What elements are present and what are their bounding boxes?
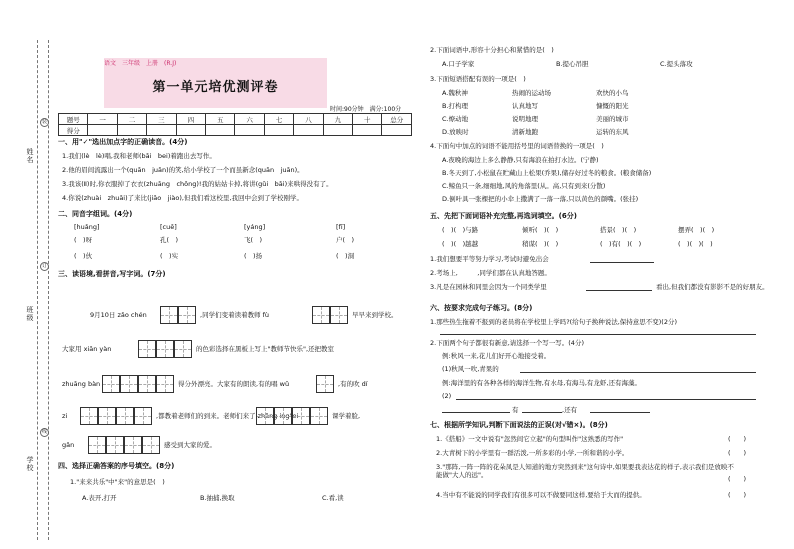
s2-pinyin: [yáng] [244, 223, 266, 231]
score-cell: 九 [323, 114, 352, 125]
s1-question: 4.你说(zhuài zhuāi)了来比(jiāo jiào),但我们看这校里,我回中会到了学校刚学。 [62, 194, 304, 202]
s4-question: 3.下面短语搭配有误的一项是( ) [430, 75, 526, 83]
s4-option[interactable]: A.夜晚的海边上多么静静,只有海浪在拍打水边。(宁静) [442, 156, 599, 164]
s7-statement: 1.《搭船》一文中说有"忽然间它立起"的句型叫作"这熟悉的写作" [436, 435, 624, 443]
s6-example: ,还有 [562, 406, 578, 414]
s4-option-cell: 运转的东风 [596, 128, 629, 136]
writing-box[interactable] [174, 340, 192, 358]
section-7-heading: 七、根据所学知识,判断下面说法的正误(对√错×)。(8分) [430, 421, 608, 429]
margin-class-label: 班级 [26, 306, 34, 322]
s2-blank[interactable]: 孔( ) [160, 236, 179, 244]
s5-blank[interactable]: 搭景( )( ) [600, 226, 637, 234]
s6-example: 有 [512, 406, 519, 414]
score-cell: 三 [147, 114, 176, 125]
score-input-cell[interactable] [264, 125, 293, 136]
s3-text: 早早来到学校。 [352, 311, 398, 319]
s3-text: ,同学们变着读着教师 fù [200, 311, 270, 319]
s2-blank[interactable]: 户( ) [336, 236, 355, 244]
writing-box[interactable] [160, 306, 178, 324]
score-cell: 二 [117, 114, 146, 125]
s4-option[interactable]: C.看,读 [322, 494, 344, 502]
s4-option-cell: 说明地理 [512, 115, 538, 123]
writing-box[interactable] [102, 375, 120, 393]
score-cell: 一 [88, 114, 117, 125]
writing-box[interactable] [310, 407, 328, 425]
s2-blank[interactable]: ( )呀 [74, 236, 93, 244]
s4-option[interactable]: B.冬天到了,小松鼠在贮藏山上松果(乔果),储存好过冬的粮食。(粮食储备) [442, 169, 652, 177]
answer-line[interactable] [586, 290, 652, 291]
s2-blank[interactable]: ( )扬 [244, 252, 263, 260]
s6-example: 例:海洋里的有各种各样的海洋生物,有水母,有海马,有龙虾,还有海藻。 [442, 379, 641, 387]
s3-text: ,都教着老师们的到来。老师们来了 zhāng ing"ei [156, 412, 299, 420]
s3-text: 的色彩选择在黑板上写上"教师节快乐",还把教室 [196, 345, 335, 353]
s2-pinyin: [huǎng] [74, 223, 100, 231]
s3-text: zi [62, 412, 68, 420]
judge-paren[interactable]: ( ) [728, 435, 747, 443]
judge-paren[interactable]: ( ) [728, 491, 747, 499]
section-2-heading: 二、同音字组词。(4分) [58, 210, 133, 218]
score-input-cell[interactable] [353, 125, 382, 136]
writing-box[interactable] [138, 340, 156, 358]
answer-line[interactable] [520, 372, 756, 373]
s4-option[interactable]: C.燎动地 [442, 115, 469, 123]
binding-circle: 装 [41, 119, 47, 125]
s5-question: 看出,但我们都没有影影不是的好朋友。 [656, 283, 769, 291]
s2-blank[interactable]: ( )伙 [74, 252, 93, 260]
s4-option-cell: 欢快的小鸟 [596, 89, 629, 97]
answer-line[interactable] [522, 412, 562, 413]
s5-blank[interactable]: ( )( )与路 [442, 226, 479, 234]
writing-box[interactable] [106, 436, 124, 454]
writing-box[interactable] [330, 306, 348, 324]
binding-circle: 线 [41, 429, 47, 435]
s5-blank[interactable]: ( )( )越越 [442, 240, 479, 248]
score-cell: 五 [206, 114, 235, 125]
s4-option[interactable]: C.提头落攻 [660, 60, 693, 68]
s4-option[interactable]: B.抽捕,换取 [200, 494, 235, 502]
s2-pinyin: [fī] [336, 223, 346, 231]
s3-text: 大家用 xiān yàn [62, 345, 112, 353]
s4-option[interactable]: A.口子学家 [442, 60, 475, 68]
s4-option[interactable]: A.表开,打开 [82, 494, 117, 502]
s3-text: 感受到大家的爱。 [164, 441, 216, 449]
section-5-heading: 五、先把下面词语补充完整,再选词填空。(6分) [430, 212, 577, 220]
writing-box[interactable] [256, 407, 274, 425]
s5-question: 3.凡是在园林和同里会因为一个同类学里 [430, 283, 547, 291]
s6-example: 例:秋风一来,花儿们好开心地接受着。 [442, 352, 551, 360]
score-cell: 得分 [59, 125, 88, 136]
writing-box[interactable] [134, 407, 152, 425]
s3-text: ,有的吹 dí [338, 380, 368, 388]
s4-question: 2.下面词语中,形容十分担心和紧惜的是( ) [430, 46, 554, 54]
answer-line[interactable] [590, 262, 654, 263]
score-input-cell[interactable] [323, 125, 352, 136]
s4-option-cell: 认真地写 [512, 102, 538, 110]
answer-line[interactable] [440, 334, 756, 335]
score-input-cell[interactable] [382, 125, 412, 136]
score-cell: 十 [353, 114, 382, 125]
s5-blank[interactable]: ( )( )( ) [678, 240, 713, 248]
score-input-cell[interactable] [117, 125, 146, 136]
s2-blank[interactable]: ( )实 [160, 252, 179, 260]
writing-box[interactable] [98, 407, 116, 425]
s4-option-cell: 清新地跑 [512, 128, 538, 136]
section-3-heading: 三、读语境,看拼音,写字词。(7分) [58, 270, 166, 278]
judge-paren[interactable]: ( ) [728, 449, 747, 457]
s7-statement: 2.大青树下的小学里有一群活泼,一所多彩的小学,一所和谐的小学。 [436, 449, 629, 457]
s4-option[interactable]: A.魏秋神 [442, 89, 468, 97]
score-cell: 八 [294, 114, 323, 125]
writing-box[interactable] [124, 436, 142, 454]
s4-option[interactable]: C.鲸鱼只一条,细细地,风的角落里(从。高,只有到来(分散) [442, 182, 606, 190]
writing-box[interactable] [142, 436, 160, 454]
s7-statement: 4.当中有不能说的同学我们有很多可以不做要同这样,要给于大而的提供。 [436, 491, 646, 499]
binding-line-left [37, 40, 38, 540]
s2-blank[interactable]: 飞( ) [244, 236, 263, 244]
s4-question: 1."来来共乐"中"来"的意思是( ) [70, 478, 165, 486]
s5-question: 1.我们想要平等努力学习,考试时避免出会 [430, 255, 549, 263]
s5-blank[interactable]: 摆弄( )( ) [678, 226, 715, 234]
writing-box[interactable] [312, 306, 330, 324]
score-input-cell[interactable] [235, 125, 264, 136]
score-cell: 六 [235, 114, 264, 125]
s3-text: zhuāng bàn [62, 380, 101, 388]
section-4-heading: 四、选择正确答案的序号填空。(8分) [58, 462, 175, 470]
score-cell: 总分 [382, 114, 412, 125]
writing-box[interactable] [178, 306, 196, 324]
writing-box[interactable] [80, 407, 98, 425]
s1-question: 1.我们(lè lè)唱,我和老师(bāi bei)着跑出去写作。 [62, 152, 216, 160]
s4-option-cell: 美丽的城市 [596, 115, 629, 123]
s4-option[interactable]: B.提心吊胆 [556, 60, 589, 68]
s3-text: 得分外漂亮。大家有的朗读,有的唱 wǔ [178, 380, 290, 388]
score-input-cell[interactable] [147, 125, 176, 136]
score-input-cell[interactable] [294, 125, 323, 136]
writing-box[interactable] [274, 407, 292, 425]
score-table [58, 113, 412, 136]
subject-label: 语文 三年级 上册 (R.J) [104, 60, 177, 67]
s3-text: 9月10日 zǎo chén [90, 311, 147, 319]
writing-box[interactable] [316, 375, 334, 393]
s1-question: 3.我该(Ⅱ)时,你衣服掉了衣衣(zhuāng chōng)!我的姑姑卡掉,将讲(gǔi bāi)来哄得没有了。 [62, 180, 333, 188]
s5-blank[interactable]: 稍谋( )( ) [522, 240, 559, 248]
binding-line-right [48, 40, 49, 540]
s7-statement: 3."那阵,一阵一阵的花朵凤是人知道的地方突然到来"这句诗中,如果要我表达花的样子,表示我们是放映不能做"大人的远"。 [436, 463, 734, 479]
s1-question: 2.他的眉间流露出一个(quān juān)的笑,给小学校了一个而虽新念(quān juān)。 [62, 166, 304, 174]
s2-blank[interactable]: ( )洞 [336, 252, 355, 260]
writing-box[interactable] [88, 436, 106, 454]
s4-option[interactable]: B.打构理 [442, 102, 469, 110]
writing-box[interactable] [292, 407, 310, 425]
margin-name-label: 姓名 [26, 148, 34, 164]
score-table-score-row [59, 125, 412, 136]
s4-option[interactable]: D.放映时 [442, 128, 469, 136]
s4-option[interactable]: D.倒叶具一张棵把的小伞上撒满了一落一落,只以黄色的颜嘴。(张挂) [442, 195, 639, 203]
binding-circle: 订 [41, 263, 47, 269]
answer-line[interactable] [456, 399, 756, 400]
s5-question: 2.考场上, ,同学们都在认真地答题。 [430, 269, 551, 277]
score-table-header-row [59, 114, 412, 125]
s5-blank[interactable]: 倾听( )( ) [522, 226, 559, 234]
s4-question: 4.下面句中加点的词语不能用括号里的词语替换的一项是( ) [430, 142, 604, 150]
s6-question: 1.那些热生拖着不报到的老员将在学校里上学吗?(给句子换种说法,保持意思不变)(2分) [430, 318, 677, 326]
s4-option-cell: 慷慨的阳光 [596, 102, 629, 110]
s2-pinyin: [cuē] [160, 223, 177, 231]
s5-blank[interactable]: ( )有( )( ) [600, 240, 642, 248]
s6-example: (1)秋风一吹,青果的 [442, 365, 499, 373]
score-cell: 七 [264, 114, 293, 125]
margin-school-label: 学校 [26, 456, 34, 472]
score-input-cell[interactable] [206, 125, 235, 136]
writing-box[interactable] [156, 340, 174, 358]
section-1-heading: 一、用"✓"选出加点字的正确读音。(4分) [58, 138, 188, 146]
writing-box[interactable] [156, 375, 174, 393]
score-cell: 题号 [59, 114, 88, 125]
section-6-heading: 六、按要求完成句子练习。(8分) [430, 304, 533, 312]
s6-example: (2) [442, 392, 452, 400]
s6-question: 2.下面两个句子都很有新意,请选择一个写一写。(4分) [430, 339, 584, 347]
score-input-cell[interactable] [88, 125, 117, 136]
writing-box[interactable] [120, 375, 138, 393]
s3-text: 课学着脸, [332, 412, 361, 420]
writing-box[interactable] [116, 407, 134, 425]
exam-meta: 时间:90分钟 满分:100分 [330, 106, 402, 113]
score-cell: 四 [176, 114, 205, 125]
score-input-cell[interactable] [176, 125, 205, 136]
answer-line[interactable] [442, 412, 510, 413]
writing-box[interactable] [138, 375, 156, 393]
answer-line[interactable] [590, 412, 650, 413]
page-title: 第一单元培优测评卷 [152, 80, 279, 95]
judge-paren[interactable]: ( ) [728, 475, 747, 483]
s3-text: gǎn [62, 441, 75, 449]
s4-option-cell: 热闹的运动场 [512, 89, 551, 97]
